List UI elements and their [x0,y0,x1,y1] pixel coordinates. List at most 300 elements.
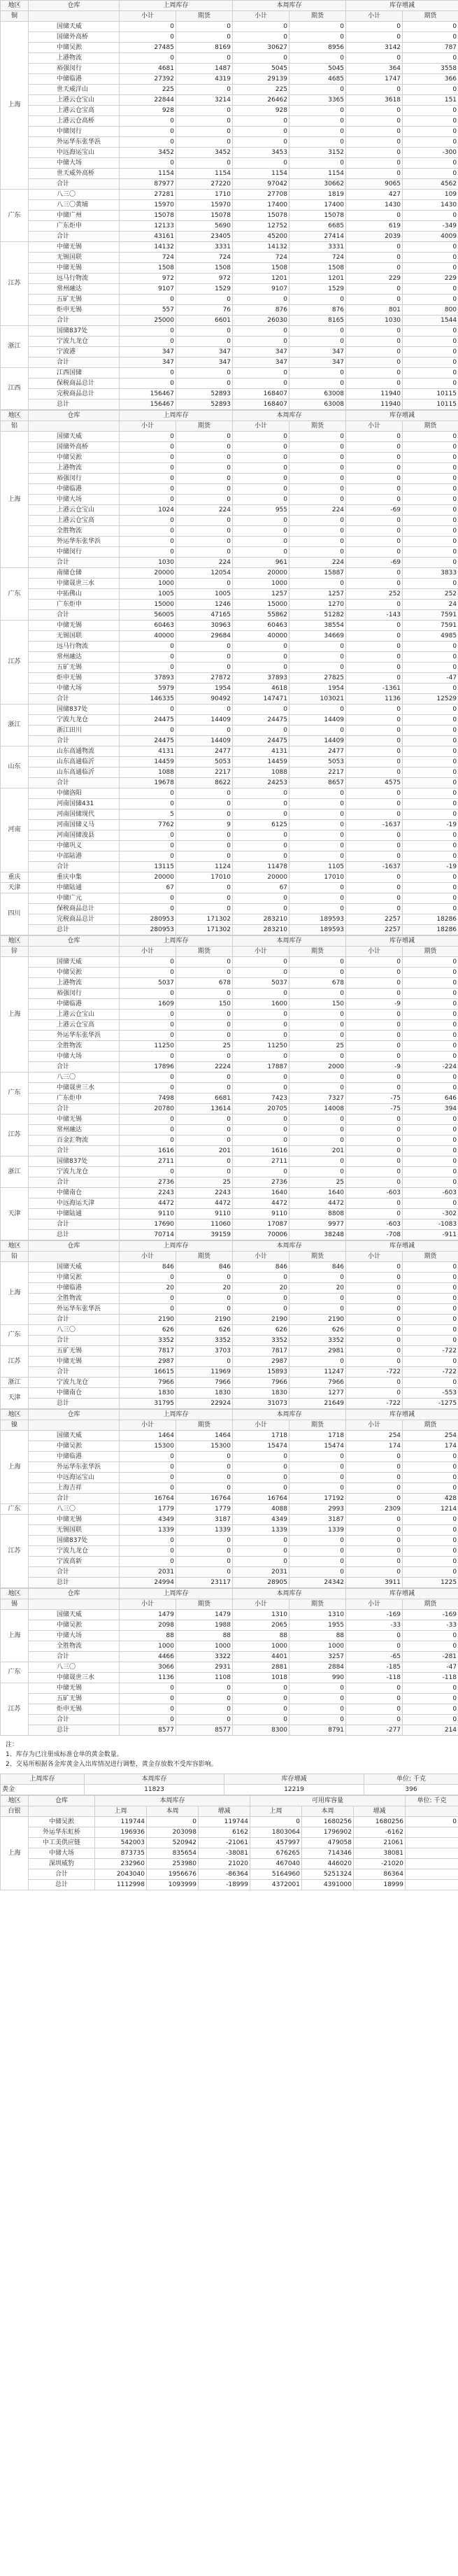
value-cell: 0 [346,1494,403,1504]
silver-value-cell: -6162 [354,1827,406,1838]
value-cell: 0 [403,32,458,43]
value-cell: 1339 [289,1525,346,1536]
warehouse-cell: 上港云仓宝山 [29,1010,120,1020]
value-cell: 0 [233,116,289,127]
gold-table [0,1774,458,1795]
value-cell: 0 [403,799,458,809]
value-cell: 0 [289,663,346,673]
value-cell: 0 [403,642,458,652]
value-cell: 8300 [233,1725,289,1736]
region-cell: 浙江 [1,1156,29,1188]
warehouse-cell: 中储陆通 [29,1209,120,1219]
warehouse-cell: 保税商品总计 [29,378,120,389]
value-cell: 0 [403,505,458,516]
value-cell: 28905 [233,1578,289,1588]
value-cell: 1819 [289,190,346,200]
value-cell: -69 [346,558,403,568]
value-cell: 0 [233,841,289,851]
value-cell: 0 [176,1052,233,1062]
value-cell: 0 [403,893,458,904]
value-cell: 0 [233,893,289,904]
value-cell: 17690 [120,1219,176,1230]
value-cell: 20 [176,1283,233,1294]
value-cell: 2000 [289,1062,346,1073]
value-cell: 0 [233,1452,289,1462]
sub-header-subtotal: 小计 [120,1420,176,1431]
value-cell: 0 [403,326,458,337]
value-cell: 0 [403,1462,458,1473]
total-row [1,1230,458,1240]
silver-value-cell: 479058 [302,1838,354,1848]
value-cell: 0 [233,788,289,799]
value-cell: 8169 [176,43,233,53]
value-cell: 0 [346,368,403,378]
warehouse-cell: 合计 [29,610,120,621]
value-cell: 0 [403,999,458,1010]
value-cell: 0 [176,158,233,169]
table-row [1,1083,458,1094]
value-cell: 0 [346,1294,403,1304]
value-cell: 0 [233,663,289,673]
warehouse-header: 仓库 [29,411,120,421]
value-cell: 16764 [233,1494,289,1504]
value-cell: 0 [120,326,176,337]
value-cell: -722 [403,1346,458,1357]
value-cell: 76 [176,305,233,316]
total-row [1,1146,458,1156]
value-cell: 0 [176,442,233,453]
value-cell: 38554 [289,621,346,631]
value-cell: 1710 [176,190,233,200]
value-cell: 0 [289,1020,346,1031]
value-cell: 0 [346,137,403,148]
value-cell: 37893 [120,673,176,684]
value-cell: 0 [403,242,458,253]
value-cell: 0 [403,432,458,442]
warehouse-cell: 合计 [29,1104,120,1114]
value-cell: 0 [403,841,458,851]
value-cell: 0 [403,368,458,378]
region-cell: 浙江 [1,1378,29,1388]
value-cell: 0 [289,968,346,978]
value-cell: 20000 [233,872,289,883]
value-cell: 0 [403,904,458,914]
silver-sub-change: 增减 [199,1806,250,1817]
value-cell: 347 [120,358,176,368]
value-cell: 0 [233,516,289,526]
value-cell: 20000 [120,568,176,579]
value-cell: 0 [346,1010,403,1020]
value-cell: 1136 [120,1673,176,1683]
value-cell: 0 [176,893,233,904]
sub-header-futures: 期货 [289,421,346,432]
silver-cap-this: 本周 [302,1806,354,1817]
table-row [1,1673,458,1683]
value-cell: 0 [289,841,346,851]
note-line-0: 注： [6,1741,19,1748]
table-row [1,893,458,904]
value-cell: -300 [403,148,458,158]
value-cell: 0 [346,1125,403,1135]
warehouse-cell: 河南国储现代 [29,809,120,820]
silver-value-cell: 86364 [354,1869,406,1880]
value-cell: 4401 [233,1652,289,1662]
warehouse-cell: 合计 [29,736,120,746]
value-cell: 0 [233,1304,289,1315]
value-cell: 0 [120,453,176,463]
value-cell: -1361 [346,684,403,694]
value-cell: 0 [403,537,458,547]
warehouse-cell: 世天威外高桥 [29,169,120,179]
value-cell: 12752 [233,221,289,232]
value-cell: 0 [403,1304,458,1315]
value-cell: 1277 [289,1388,346,1399]
table-row [1,495,458,505]
warehouse-cell: 中储闵行 [29,127,120,137]
silver-cap-change: 增减 [354,1806,406,1817]
value-cell: 27825 [289,673,346,684]
value-cell: 0 [120,893,176,904]
table-row [1,715,458,726]
warehouse-cell: 合计 [29,316,120,326]
value-cell: 0 [289,1125,346,1135]
warehouse-cell: 中储吴淞 [29,1273,120,1283]
warehouse-cell: 广东炬申 [29,221,120,232]
value-cell: 0 [346,1631,403,1641]
warehouse-cell: 总计 [29,1230,120,1240]
value-cell: 70006 [233,1230,289,1240]
table-row [1,242,458,253]
value-cell: 0 [289,32,346,43]
table-row [1,537,458,547]
table-row [1,516,458,526]
silver-sub-last: 上周 [95,1806,147,1817]
value-cell: -185 [346,1662,403,1673]
value-cell: 1830 [233,1388,289,1399]
value-cell: 0 [346,1283,403,1294]
value-cell: 0 [403,1357,458,1367]
warehouse-cell: 合计 [29,1336,120,1346]
value-cell: 0 [120,1125,176,1135]
value-cell: 1310 [289,1610,346,1620]
value-cell: 9107 [120,284,176,295]
region-cell: 江西 [1,368,29,410]
table-row [1,85,458,95]
value-cell: 2217 [289,767,346,778]
value-cell: 15078 [233,211,289,221]
table-row [1,1610,458,1620]
value-cell: 0 [346,1567,403,1578]
value-cell: 11969 [176,1367,233,1378]
warehouse-cell: 炬申无锡 [29,673,120,684]
warehouse-cell: 中储大场 [29,495,120,505]
value-cell: 189593 [289,914,346,925]
value-cell: 7498 [120,1094,176,1104]
value-cell: 1339 [176,1525,233,1536]
value-cell: 0 [403,1177,458,1188]
value-cell: 11250 [120,1041,176,1052]
section-2 [0,935,458,1240]
value-cell: 0 [346,1346,403,1357]
value-cell: 21649 [289,1399,346,1409]
value-cell: 0 [403,736,458,746]
value-cell: 15300 [120,1441,176,1452]
value-cell: 88 [120,1631,176,1641]
value-cell: 0 [233,1031,289,1041]
value-cell: 0 [233,1483,289,1494]
value-cell: 0 [289,1052,346,1062]
table-row [1,568,458,579]
table-row [1,1704,458,1715]
warehouse-cell: 总计 [29,1725,120,1736]
inventory-table [0,1409,458,1588]
value-cell: 26462 [233,95,289,106]
value-cell: 0 [346,253,403,263]
region-cell: 浙江 [1,705,29,746]
table-row [1,64,458,74]
value-cell: 0 [289,579,346,589]
value-cell: 109 [403,190,458,200]
value-cell: 0 [176,788,233,799]
value-cell: -603 [403,1188,458,1198]
table-row [1,295,458,305]
value-cell: 2736 [233,1177,289,1188]
value-cell: 0 [120,1135,176,1146]
table-row [1,1125,458,1135]
value-cell: 0 [346,1135,403,1146]
table-row [1,526,458,537]
value-cell: 0 [289,526,346,537]
value-cell: 8791 [289,1725,346,1736]
value-cell: 0 [289,1294,346,1304]
value-cell: 1954 [289,684,346,694]
value-cell: 0 [176,799,233,809]
region-cell: 浙江 [1,326,29,368]
value-cell: 0 [403,1525,458,1536]
silver-warehouse-cell: 中工美供应链 [29,1838,95,1848]
gold-this-value: 12219 [224,1785,364,1795]
value-cell: 0 [289,1167,346,1177]
value-cell: 17087 [233,1219,289,1230]
value-cell: 0 [403,484,458,495]
region-cell: 山东 [1,746,29,788]
table-row [1,43,458,53]
value-cell: 0 [176,957,233,968]
value-cell: 15000 [233,600,289,610]
value-cell: 7591 [403,621,458,631]
warehouse-cell: 合计 [29,1177,120,1188]
value-cell: 225 [120,85,176,95]
value-cell: 1529 [289,284,346,295]
value-cell: 6125 [233,820,289,830]
value-cell: 0 [176,1557,233,1567]
region-cell: 上海 [1,957,29,1073]
value-cell: -603 [346,1219,403,1230]
value-cell: 2224 [176,1062,233,1073]
value-cell: 0 [346,1156,403,1167]
value-cell: 800 [403,305,458,316]
value-cell: 0 [346,757,403,767]
metal-label: 铜 [1,11,29,22]
table-row [1,190,458,200]
value-cell: 0 [289,442,346,453]
value-cell: 0 [120,22,176,32]
value-cell: 1000 [120,1641,176,1652]
value-cell: 15300 [176,1441,233,1452]
value-cell: 0 [233,432,289,442]
value-cell: 1529 [176,284,233,295]
value-cell: 0 [289,22,346,32]
warehouse-cell: 合计 [29,1146,120,1156]
value-cell: 0 [233,989,289,999]
sub-header-futures: 期货 [289,1599,346,1610]
value-cell: 0 [233,295,289,305]
table-row [1,872,458,883]
value-cell: 347 [233,358,289,368]
silver-value-cell: 467040 [250,1859,302,1869]
warehouse-cell: 全胜物流 [29,1041,120,1052]
value-cell: 0 [233,957,289,968]
value-cell: 254 [346,1431,403,1441]
value-cell: 0 [233,1273,289,1283]
table-row [1,1073,458,1083]
warehouse-cell: 重庆中集 [29,872,120,883]
value-cell: 0 [346,378,403,389]
region-cell: 天津 [1,1188,29,1240]
value-cell: 17010 [289,872,346,883]
value-cell: 0 [120,851,176,862]
table-row [1,463,458,474]
silver-stock-header: 本周库存 [95,1796,250,1806]
value-cell: 0 [233,53,289,64]
sub-header-subtotal: 小计 [346,11,403,22]
warehouse-header: 仓库 [29,1589,120,1599]
value-cell: 0 [403,1515,458,1525]
value-cell: 0 [176,642,233,652]
value-cell: 0 [233,799,289,809]
value-cell: 2190 [176,1315,233,1325]
table-row [1,22,458,32]
value-cell: 0 [120,158,176,169]
value-cell: 0 [233,474,289,484]
value-cell: 1201 [289,274,346,284]
value-cell: 16615 [120,1367,176,1378]
value-cell: 10115 [403,399,458,410]
value-cell: 168407 [233,399,289,410]
value-cell: 0 [176,841,233,851]
value-cell: 2065 [233,1620,289,1631]
value-cell: 0 [346,1209,403,1219]
region-header: 地区 [1,1241,29,1252]
value-cell: 626 [289,1325,346,1336]
value-cell: 0 [120,799,176,809]
value-cell: 0 [120,368,176,378]
value-cell: 0 [176,516,233,526]
value-cell: 1000 [233,1641,289,1652]
warehouse-cell: 外运华东张华浜 [29,1031,120,1041]
total-row [1,399,458,410]
silver-value-cell: 18999 [354,1880,406,1890]
value-cell: -143 [346,610,403,621]
value-cell: 0 [233,158,289,169]
silver-body [1,1817,458,1890]
sub-header-subtotal: 小计 [233,947,289,957]
silver-row [1,1880,458,1890]
value-cell: 3352 [289,1336,346,1346]
value-cell: 2711 [233,1156,289,1167]
value-cell: 20705 [233,1104,289,1114]
blank-cell [406,1827,458,1838]
value-cell: 1479 [120,1610,176,1620]
value-cell: 347 [120,347,176,358]
silver-cap-last: 上周 [250,1806,302,1817]
value-cell: 0 [120,484,176,495]
table-row [1,999,458,1010]
value-cell: 0 [346,1020,403,1031]
value-cell: 5979 [120,684,176,694]
warehouse-cell: 上港物流 [29,978,120,989]
value-cell: 3352 [120,1336,176,1346]
value-cell: 0 [289,705,346,715]
value-cell: 0 [289,1452,346,1462]
table-row [1,326,458,337]
value-cell: 60463 [233,621,289,631]
value-cell: 0 [176,453,233,463]
warehouse-cell: 上港云仓宝山 [29,95,120,106]
value-cell: -169 [403,1610,458,1620]
value-cell: 14409 [176,715,233,726]
value-cell: 0 [346,1262,403,1273]
total-row [1,1567,458,1578]
warehouse-cell: 中储吴淞 [29,968,120,978]
value-cell: 0 [176,432,233,442]
value-cell: 0 [346,326,403,337]
total-row [1,1062,458,1073]
warehouse-header: 仓库 [29,936,120,947]
value-cell: 97042 [233,179,289,190]
table-row [1,253,458,263]
value-cell: 972 [176,274,233,284]
value-cell: 0 [233,1546,289,1557]
value-cell: 1988 [176,1620,233,1631]
table-row [1,1631,458,1641]
value-cell: -9 [346,1062,403,1073]
value-cell: 0 [346,968,403,978]
warehouse-cell: 国储天威 [29,1262,120,1273]
value-cell: 2190 [289,1315,346,1325]
sub-header-subtotal: 小计 [346,1420,403,1431]
table-row [1,505,458,516]
value-cell: 0 [346,526,403,537]
value-cell: 189593 [289,925,346,935]
value-cell: 7966 [120,1378,176,1388]
value-cell: 0 [233,368,289,378]
value-cell: 24475 [233,715,289,726]
value-cell: 0 [403,1378,458,1388]
silver-value-cell: 835654 [147,1848,199,1859]
value-cell: 0 [403,1114,458,1125]
warehouse-cell: 炬申无锡 [29,1704,120,1715]
last-week-header: 上周库存 [120,1,233,11]
value-cell: 0 [346,673,403,684]
value-cell: 0 [403,1325,458,1336]
sub-header-subtotal: 小计 [120,1599,176,1610]
warehouse-cell: 中远海运宝山 [29,148,120,158]
value-cell: 0 [346,1031,403,1041]
this-week-header: 本周库存 [233,411,346,421]
warehouse-cell: 山东高通临沂 [29,767,120,778]
value-cell: 2987 [233,1357,289,1367]
